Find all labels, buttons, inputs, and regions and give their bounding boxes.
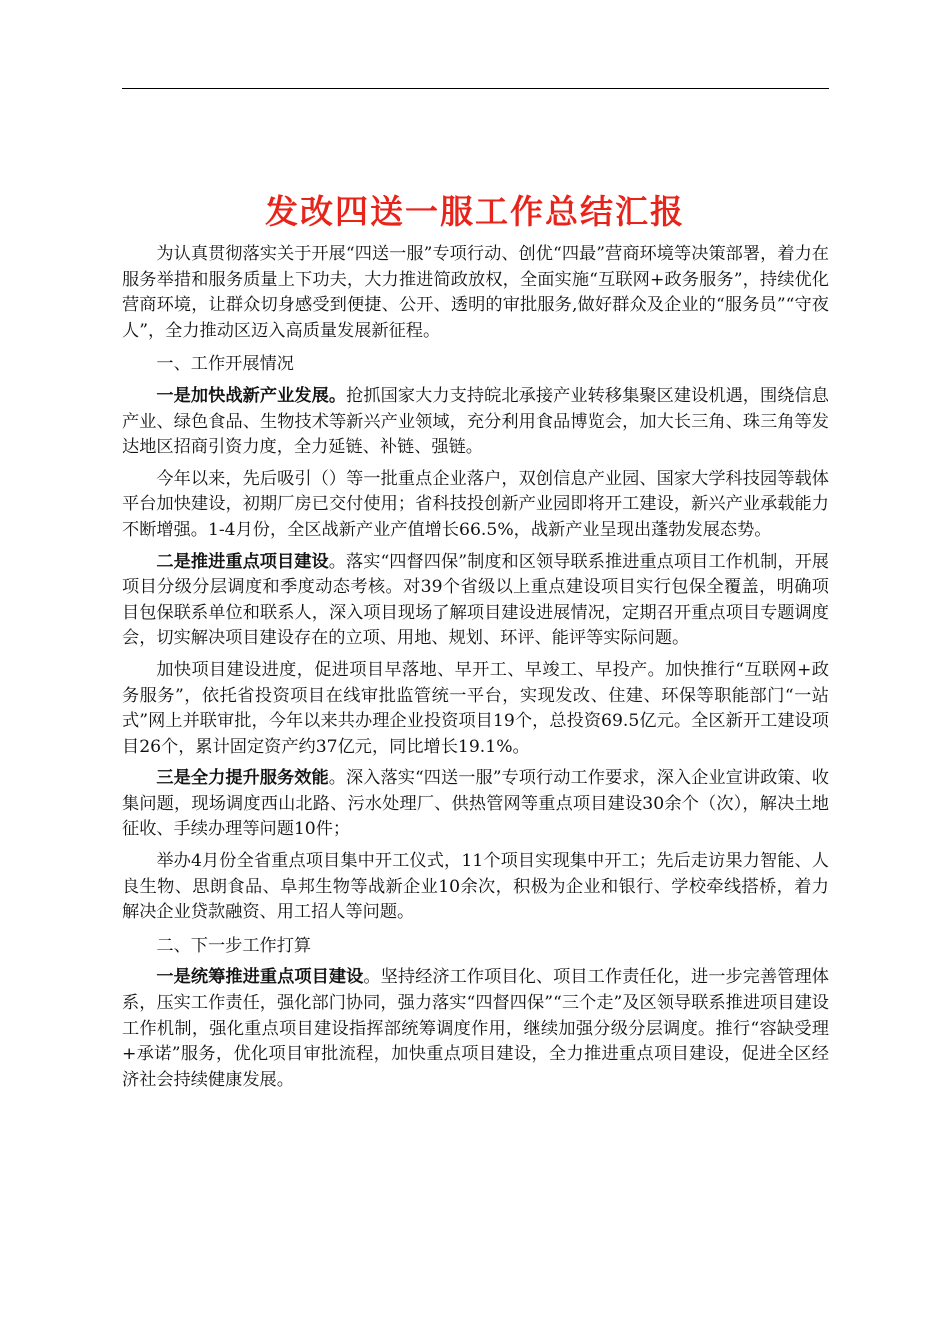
intro-paragraph: 为认真贯彻落实关于开展“四送一服”专项行动、创优“四最”营商环境等决策部署，着力在服务举措和服务质量上下功夫，大力推进简政放权，全面实施“互联网+政务服务”，持续优化营商环境，让群众切身感受到便捷、公开、透明的审批服务,做好群众及企业的“服务员”“守夜人”，全力推动区迈入高质量发展新征程。: [122, 244, 829, 341]
section1-paragraph-2: 今年以来，先后吸引（）等一批重点企业落户，双创信息产业园、国家大学科技园等载体平台加快建设，初期厂房已交付使用；省科技投创新产业园即将开工建设，新兴产业承载能力不断增强。1-4月份，全区战新产业产值增长66.5%，战新产业呈现出蓬勃发展态势。: [122, 468, 829, 540]
section1-p3-text: 。落实“四督四保”制度和区领导联系推进重点项目工作机制，开展项目分级分层调度和季度动态考核。对39个省级以上重点建设项目实行包保全覆盖，明确项目包保联系单位和联系人，深入项目现场了解项目建设进展情况，定期召开重点项目专题调度会，切实解决项目建设存在的立项、用地、规划、环评、能评等实际问题。: [122, 551, 829, 649]
header-rule: [122, 88, 829, 89]
document-body: [122, 242, 829, 1093]
section1-paragraph-4: 加快项目建设进度，促进项目早落地、早开工、早竣工、早投产。加快推行“互联网+政务服务”，依托省投资项目在线审批监管统一平台，实现发改、住建、环保等职能部门“一站式”网上并联审批，今年以来共办理企业投资项目19个，总投资69.5亿元。全区新开工建设项目26个，累计固定资产约37亿元，同比增长19.1%。: [122, 659, 829, 757]
section1-p3-lead: 二是推进重点项目建设: [156, 551, 329, 572]
section2-p1-text: 。坚持经济工作项目化、项目工作责任化，进一步完善管理体系，压实工作责任，强化部门协同，强力落实“四督四保”“三个走”及区领导联系推进项目建设工作机制，强化重点项目建设指挥部统筹调度作用，继续加强分级分层调度。推行“容缺受理+承诺”服务，优化项目审批流程，加快重点项目建设，全力推进重点项目建设，促进全区经济社会持续健康发展。: [122, 967, 829, 1090]
section2-heading: 二、下一步工作打算: [156, 935, 312, 956]
section1-p1-lead: 一是加快战新产业发展。: [156, 385, 347, 406]
section1-paragraph-3: [122, 550, 829, 652]
section2-p1-lead: 一是统筹推进重点项目建设: [156, 967, 364, 988]
section1-paragraph-1: [122, 384, 829, 461]
section1-paragraph-6: 举办4月份全省重点项目集中开工仪式，11个项目实现集中开工；先后走访果力智能、人良生物、思朗食品、阜邦生物等战新企业10余次，积极为企业和银行、学校牵线搭桥，着力解决企业贷款融资、用工招人等问题。: [122, 851, 829, 923]
section2-paragraph-1: [122, 965, 829, 1093]
document-title: 发改四送一服工作总结汇报: [265, 192, 685, 231]
section1-heading: 一、工作开展情况: [156, 354, 294, 375]
section1-p5-text: 。深入落实“四送一服”专项行动工作要求，深入企业宣讲政策、收集问题，现场调度西山北路、污水处理厂、供热管网等重点项目建设30余个（次），解决土地征收、手续办理等问题10件；: [122, 768, 829, 840]
section1-p1-text: 抢抓国家大力支持皖北承接产业转移集聚区建设机遇，围绕信息产业、绿色食品、生物技术等新兴产业领域，充分利用食品博览会，加大长三角、珠三角等发达地区招商引资力度，全力延链、补链、强链。: [122, 385, 829, 458]
section1-paragraph-5: [122, 766, 829, 843]
section1-p5-lead: 三是全力提升服务效能: [156, 768, 329, 789]
